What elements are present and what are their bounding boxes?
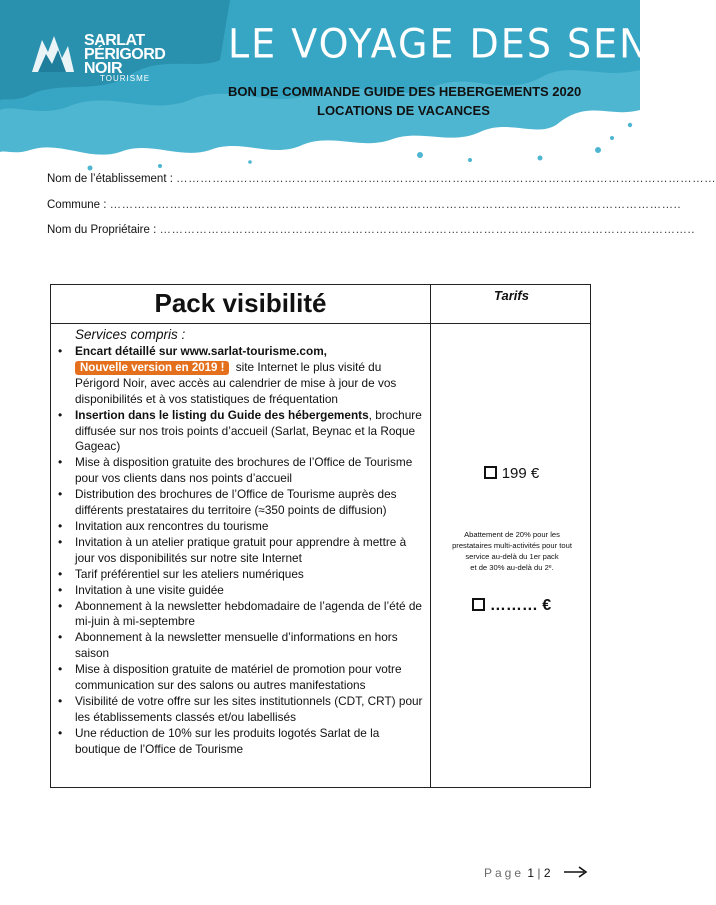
list-item: • Abonnement à la newsletter hebdomadaire de l’agenda de l’été de mi-juin à mi-septembre (75, 599, 425, 631)
list-item: • Invitation à un atelier pratique gratuit pour apprendre à mettre à jour vos disponibilités sur notre site Internet (75, 535, 425, 567)
page-word: Page (484, 866, 525, 880)
price-199-label: 199 € (501, 465, 540, 482)
page-separator: | (537, 866, 541, 880)
page-total: 2 (543, 866, 551, 880)
page-footer (484, 866, 551, 880)
note-line: service au-delà du 1er pack (465, 552, 559, 561)
list-item: • Distribution des brochures de l’Office de Tourisme auprès des différents prestataires du territoire (≈350 points de diffusion) (75, 487, 425, 519)
checkbox-199[interactable] (484, 466, 497, 479)
logo-text-sarlat: SARLAT (84, 32, 145, 49)
owner-name-field[interactable] (47, 224, 695, 236)
services-title: Services compris : (75, 327, 186, 342)
price-option-199[interactable] (431, 465, 592, 482)
list-item: • Abonnement à la newsletter mensuelle d’informations en hors saison (75, 630, 425, 662)
list-item: • Tarif préférentiel sur les ateliers numériques (75, 567, 425, 583)
order-form-title: BON DE COMMANDE GUIDE DES HEBERGEMENTS 2020 (228, 84, 582, 99)
owner-name-dots[interactable]: …………………………………………………………………………………………………………………….. (159, 224, 695, 236)
commune-label: Commune : (47, 199, 107, 211)
page-title: LE VOYAGE DES SENS (228, 20, 676, 68)
establishment-name-label: Nom de l’établissement : (47, 173, 173, 185)
column-divider (430, 285, 431, 787)
logo-mark-icon (28, 32, 78, 78)
list-item: • Visibilité de votre offre sur les sites institutionnels (CDT, CRT) pour les établissements classés et/ou labellisés (75, 694, 425, 726)
tarifs-header: Tarifs (494, 288, 529, 303)
pack-title: Pack visibilité (154, 288, 327, 318)
item-text: , brochure diffusée sur nos trois points d’accueil (Sarlat, Beynac et la Roque Gageac) (75, 407, 422, 454)
list-item: • Invitation aux rencontres du tourisme (75, 519, 425, 535)
list-item (75, 344, 425, 408)
order-form-subtitle: LOCATIONS DE VACANCES (317, 103, 490, 118)
commune-field[interactable] (47, 199, 681, 211)
list-item: • Une réduction de 10% sur les produits logotés Sarlat de la boutique de l’Office de Tourisme (75, 726, 425, 758)
logo-text-noir: NOIR (84, 60, 122, 77)
list-item (75, 408, 425, 456)
logo-text-perigord: PÉRIGORD (84, 46, 166, 63)
list-item: • Mise à disposition gratuite des brochures de l’Office de Tourisme pour vos clients dans nos points d’accueil (75, 455, 425, 487)
commune-dots[interactable]: …………………………………………………………………………………………………………………………….. (109, 199, 682, 211)
discount-note (437, 529, 587, 573)
list-item: • Mise à disposition gratuite de matériel de promotion pour votre communication sur des salons ou autres manifestations (75, 662, 425, 694)
logo-text-tourisme: TOURISME (100, 74, 151, 83)
item-bold: Insertion dans le listing du Guide des hébergements (75, 407, 369, 422)
list-item: • Invitation à une visite guidée (75, 583, 425, 599)
item-bold: Encart détaillé sur www.sarlat-tourisme.com, (75, 344, 327, 358)
note-line: Abattement de 20% pour les (464, 530, 560, 539)
new-version-badge: Nouvelle version en 2019 ! (75, 361, 229, 375)
establishment-name-dots[interactable]: ……………………………………………………………………………………………………………………… (176, 173, 716, 185)
pack-table (50, 284, 591, 788)
owner-name-label: Nom du Propriétaire : (47, 224, 157, 236)
checkbox-custom[interactable] (472, 598, 485, 611)
services-list (75, 344, 425, 758)
price-custom-label[interactable]: ……… € (489, 597, 552, 614)
price-option-custom[interactable] (431, 597, 592, 615)
page-number: 1 (527, 866, 535, 880)
item-text: site Internet le plus visité du Périgord Noir, avec accès au calendrier de mise à jour de vos disponibilités et à vos statistiques de fréquentation (75, 359, 397, 406)
arrow-right-icon (564, 865, 588, 879)
note-line: et de 30% au-delà du 2ᵉ. (470, 563, 554, 572)
establishment-name-field[interactable] (47, 173, 716, 185)
note-line: prestataires multi-activités pour tout (452, 541, 572, 550)
sarlat-logo (28, 30, 166, 83)
row-divider (51, 323, 590, 324)
